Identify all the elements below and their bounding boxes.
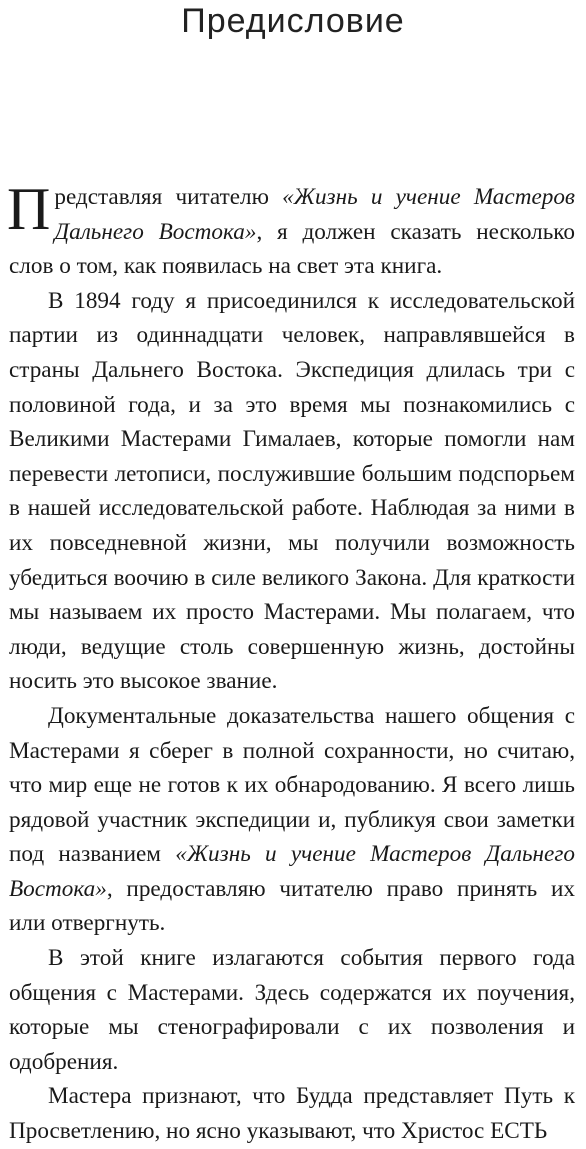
- paragraph-4: В этой книге излагаются события первого года общения с Мастерами. Здесь содержатся их поучения, которые мы стенографировали с их позволения и одобрения.: [9, 945, 575, 1075]
- book-title-italic-2: «Жизнь и учение Мастеров Дальнего Востока»: [9, 841, 575, 902]
- paragraph-2: В 1894 году я присоединился к исследовательской партии из одиннадцати человек, направлявшейся в страны Дальнего Востока. Экспедиция длилась три с половиной года, и за это время мы познакомились с Великими Мастерами Гималаев, которые помогли нам перевести летописи, послужившие большим подспорьем в нашей исследовательской работе. Наблюдая за ними в их повседневной жизни, мы получили возможность убедиться воочию в силе великого Закона. Для краткости мы называем их просто Мастерами. Мы полагаем, что люди, ведущие столь совершенную жизнь, достойны носить это высокое звание.: [9, 287, 575, 695]
- drop-cap: П: [7, 176, 51, 242]
- paragraph-1-text-2: , я должен сказать несколько слов о том, как появилась на свет эта книга.: [9, 218, 575, 280]
- paragraph-3-text-2: , предоставляю читателю право принять их или отвергнуть.: [9, 875, 575, 937]
- paragraph-1-text-1: редставляя читателю: [54, 184, 283, 210]
- paragraph-1: [7, 176, 575, 284]
- paragraph-3: [9, 699, 575, 941]
- chapter-title: Предисловие: [181, 2, 405, 40]
- body-text: [7, 176, 575, 1149]
- paragraph-5: Мастера признают, что Будда представляет Путь к Просветлению, но ясно указывают, что Христос ЕСТЬ: [9, 1083, 575, 1145]
- paragraph-3-text-1: Документальные доказательства нашего общения с Мастерами я сберег в полной сохранности, но считаю, что мир еще не готов к их обнародованию. Я всего лишь рядовой участник экспедиции и, публикуя свои заметки под названием: [9, 702, 575, 868]
- book-title-italic-1: «Жизнь и учение Мастеров Дальнего Востока»: [54, 184, 575, 245]
